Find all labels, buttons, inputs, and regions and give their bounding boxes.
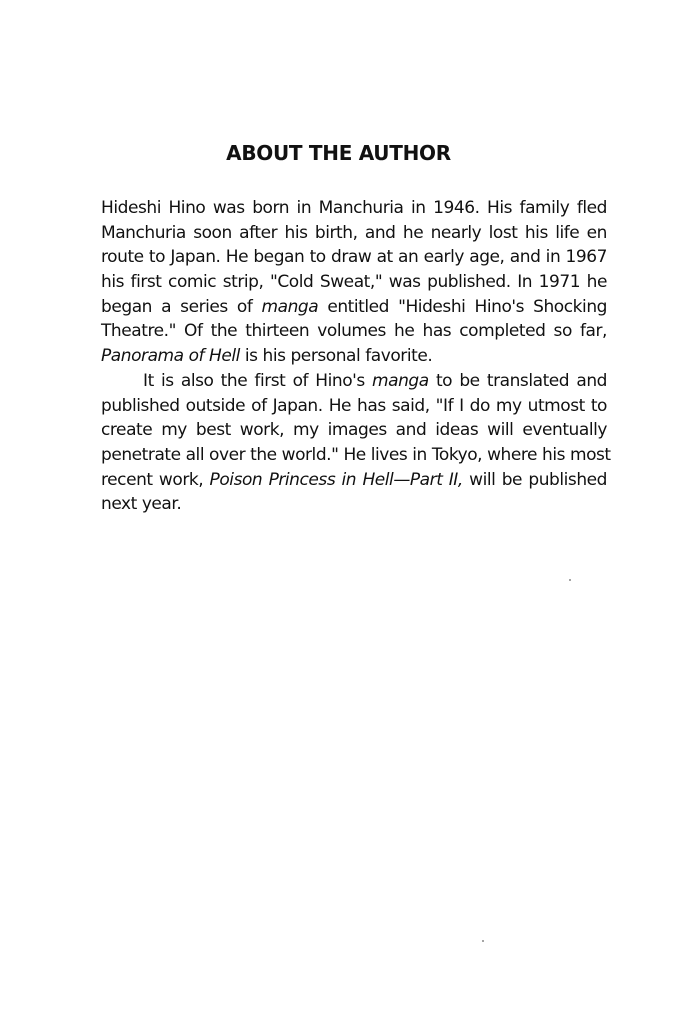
text-segment: published outside of Japan. He has said, "If I do my utmost to — [101, 395, 607, 416]
text-line — [101, 319, 607, 344]
text-segment: began a series of — [101, 296, 262, 317]
text-segment: will be published — [462, 469, 608, 490]
text-segment: route to Japan. He began to draw at an early age, and in 1967 — [101, 247, 607, 268]
biography-paragraph — [101, 369, 611, 517]
scan-speck — [569, 579, 571, 581]
text-segment: Theatre." Of the thirteen volumes he has completed so far, — [101, 321, 607, 342]
text-line — [101, 344, 607, 369]
text-line — [101, 443, 611, 468]
text-segment: penetrate all over the world." He lives in Tokyo, where his most — [101, 444, 611, 465]
scan-speck — [482, 940, 484, 942]
text-segment: recent work, — [101, 469, 210, 490]
text-line — [101, 418, 607, 443]
text-line — [101, 468, 607, 493]
text-segment: his first comic strip, "Cold Sweat," was published. In 1971 he — [101, 272, 607, 293]
text-segment: It is also the first of Hino's — [143, 370, 373, 391]
text-segment: is his personal favorite. — [239, 346, 433, 367]
italic-title: manga — [261, 296, 319, 317]
author-biography — [101, 196, 611, 517]
text-line — [101, 295, 607, 320]
italic-title: Panorama of Hell — [101, 346, 240, 367]
text-segment: entitled "Hideshi Hino's Shocking — [318, 296, 607, 317]
text-segment: Hideshi Hino was born in Manchuria in 1946. His family fled — [101, 198, 607, 218]
text-line — [101, 221, 607, 246]
text-segment: to be translated and — [428, 370, 607, 391]
italic-title: Poison Princess in Hell—Part II, — [209, 469, 463, 490]
page-heading: ABOUT THE AUTHOR — [226, 141, 451, 165]
italic-title: manga — [372, 370, 429, 391]
text-line — [101, 492, 607, 517]
text-line — [101, 196, 607, 221]
text-line — [101, 245, 607, 270]
text-line — [101, 270, 607, 295]
text-segment: Manchuria soon after his birth, and he nearly lost his life en — [101, 222, 607, 243]
text-line — [101, 394, 607, 419]
biography-paragraph — [101, 196, 607, 369]
text-line — [101, 369, 607, 394]
text-segment: create my best work, my images and ideas will eventually — [101, 420, 607, 441]
text-segment: next year. — [101, 494, 182, 515]
